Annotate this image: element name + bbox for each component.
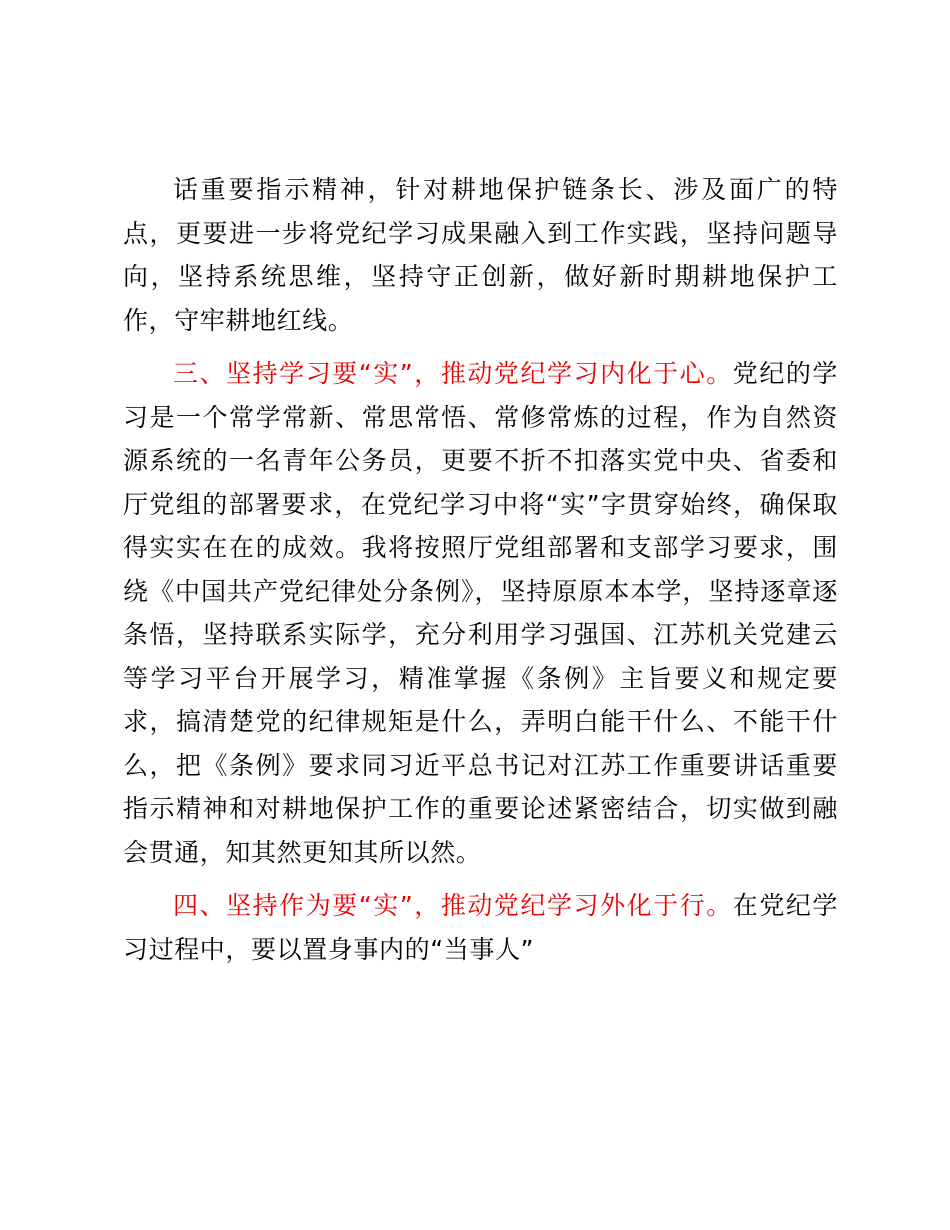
section-four-heading: 四、坚持作为要“实”，推动党纪学习外化于行。	[173, 891, 733, 920]
paragraph-3-text: 在党纪学习过程中，要以置身事内的“当事人”	[123, 891, 838, 964]
section-three-heading: 三、坚持学习要“实”，推动党纪学习内化于心。	[173, 359, 733, 388]
paragraph-2	[123, 352, 838, 874]
paragraph-2-text: 党纪的学习是一个常学常新、常思常悟、常修常炼的过程，作为自然资源系统的一名青年公务员，更要不折不扣落实党中央、省委和厅党组的部署要求，在党纪学习中将“实”字贯穿始终，确保取得实实在在的成效。我将按照厅党组部署和支部学习要求，围绕《中国共产党纪律处分条例》，坚持原原本本学，坚持逐章逐条悟，坚持联系实际学，充分利用学习强国、江苏机关党建云等学习平台开展学习，精准掌握《条例》主旨要义和规定要求，搞清楚党的纪律规矩是什么，弄明白能干什么、不能干什么，把《条例》要求同习近平总书记对江苏工作重要讲话重要指示精神和对耕地保护工作的重要论述紧密结合，切实做到融会贯通，知其然更知其所以然。	[123, 359, 838, 867]
paragraph-1	[123, 168, 838, 342]
paragraph-1-text: 话重要指示精神，针对耕地保护链条长、涉及面广的特点，更要进一步将党纪学习成果融入到工作实践，坚持问题导向，坚持系统思维，坚持守正创新，做好新时期耕地保护工作，守牢耕地红线。	[123, 175, 838, 335]
paragraph-3	[123, 884, 838, 971]
document-body	[123, 168, 838, 981]
